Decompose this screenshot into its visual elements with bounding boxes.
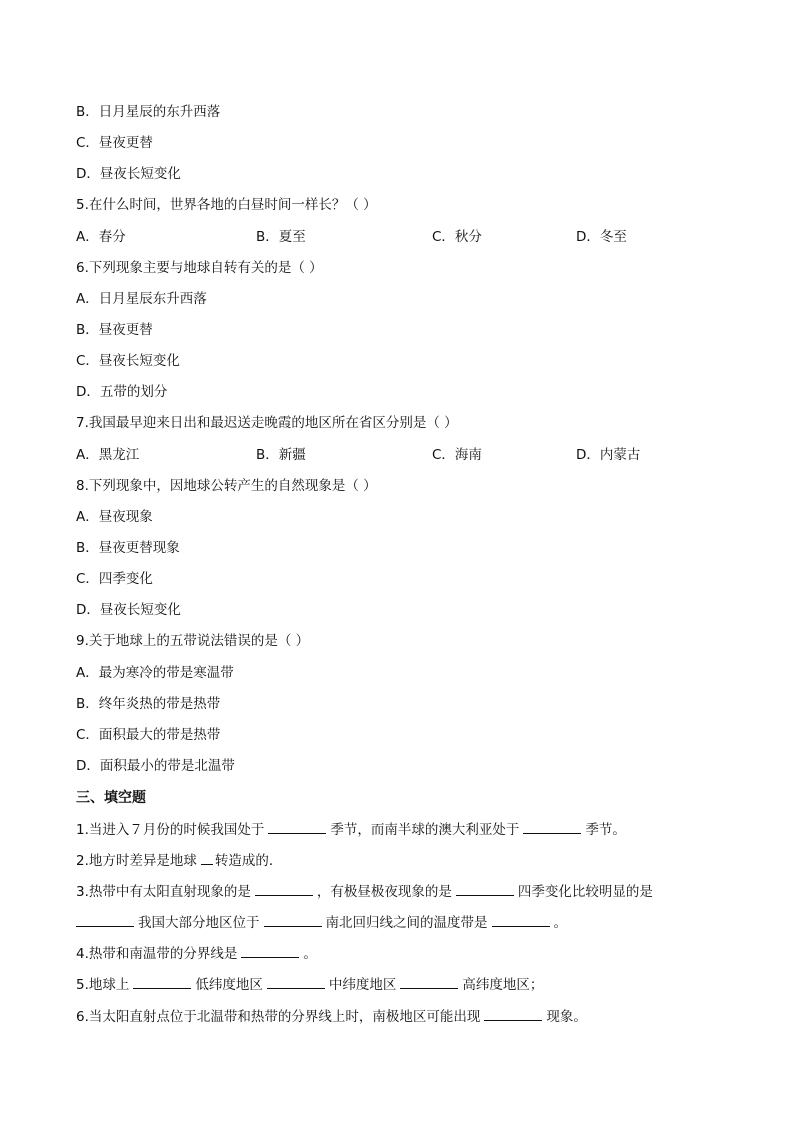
fill5-blank-3[interactable] [400,975,458,989]
fill1-text-2: 季节，而南半球的澳大利亚处于 [330,822,520,838]
q4-option-c: C．昼夜更替 [76,135,153,151]
fill3-text-2: ，有极昼极夜现象的是 [316,884,452,900]
fill3-text-5: 南北回归线之间的温度带是 [325,915,488,931]
fill1-text-1: 1.当进入７月份的时候我国处于 [76,822,265,838]
q5-option-c: C．秋分 [432,229,482,245]
fill4-text-2: 。 [303,946,317,962]
fill3-text-6: 。 [553,915,567,931]
q7-option-a: A．黑龙江 [76,447,140,463]
fill6-text-2: 现象。 [546,1009,587,1025]
fill4-text-1: 4.热带和南温带的分界线是 [76,946,238,962]
q5-option-d: D．冬至 [576,229,627,245]
q7-option-c: C．海南 [432,447,482,463]
fill5-text-2: 低纬度地区 [195,977,263,993]
fill2-text-1: 2.地方时差异是地球 [76,853,197,869]
q4-option-d: D．昼夜长短变化 [76,166,181,182]
fill1-text-3: 季节。 [585,822,626,838]
fill5-text-1: 5.地球上 [76,977,130,993]
fill5-blank-1[interactable] [133,975,191,989]
section-heading: 三、填空题 [76,790,146,806]
q6-option-d: D．五带的划分 [76,384,168,400]
fill-question-3-line-1 [76,882,653,902]
q8-option-c: C．四季变化 [76,571,153,587]
fill6-blank-1[interactable] [484,1007,542,1021]
q6-option-b: B．昼夜更替 [76,322,153,338]
fill-question-3-line-2 [76,913,567,933]
q9-stem: 9.关于地球上的五带说法错误的是（ ） [76,633,310,649]
q7-option-b: B．新疆 [256,447,306,463]
q5-option-a: A．春分 [76,229,126,245]
q9-option-c: C．面积最大的带是热带 [76,727,221,743]
fill5-blank-2[interactable] [267,975,325,989]
fill3-blank-3[interactable] [76,913,134,927]
fill3-blank-2[interactable] [456,882,514,896]
fill3-blank-1[interactable] [255,882,313,896]
fill1-blank-2[interactable] [523,820,581,834]
fill-question-2 [76,851,282,871]
fill-question-6 [76,1007,587,1027]
q6-option-c: C．昼夜长短变化 [76,353,180,369]
q6-stem: 6.下列现象主要与地球自转有关的是（ ） [76,260,323,276]
q8-option-d: D．昼夜长短变化 [76,602,181,618]
q8-option-a: A．昼夜现象 [76,509,153,525]
fill-question-1 [76,820,626,840]
fill3-text-4: 我国大部分地区位于 [138,915,260,931]
q4-option-b: B．日月星辰的东升西落 [76,104,221,120]
fill1-blank-1[interactable] [268,820,326,834]
fill3-text-1: 3.热带中有太阳直射现象的是 [76,884,251,900]
q5-stem: 5.在什么时间，世界各地的白昼时间一样长？（ ） [76,197,377,213]
fill3-blank-4[interactable] [264,913,322,927]
q9-option-b: B．终年炎热的带是热带 [76,696,221,712]
fill4-blank-1[interactable] [241,944,299,958]
q9-option-d: D．面积最小的带是北温带 [76,758,235,774]
q8-option-b: B．昼夜更替现象 [76,540,180,556]
fill5-text-4: 高纬度地区； [462,977,544,993]
q7-option-d: D．内蒙古 [576,447,641,463]
fill2-blank-1[interactable] [201,851,213,865]
fill3-text-3: 四季变化比较明显的是 [517,884,653,900]
q9-option-a: A．最为寒冷的带是寒温带 [76,665,234,681]
q6-option-a: A．日月星辰东升西落 [76,291,207,307]
fill-question-5 [76,975,543,995]
fill5-text-3: 中纬度地区 [328,977,397,993]
q8-stem: 8.下列现象中，因地球公转产生的自然现象是（ ） [76,478,377,494]
fill3-blank-5[interactable] [492,913,550,927]
q7-stem: 7.我国最早迎来日出和最迟送走晚霞的地区所在省区分别是（ ） [76,415,458,431]
fill6-text-1: 6.当太阳直射点位于北温带和热带的分界线上时，南极地区可能出现 [76,1009,481,1025]
fill2-text-2: 转造成的． [214,853,283,869]
fill-question-4 [76,944,317,964]
q5-option-b: B．夏至 [256,229,306,245]
